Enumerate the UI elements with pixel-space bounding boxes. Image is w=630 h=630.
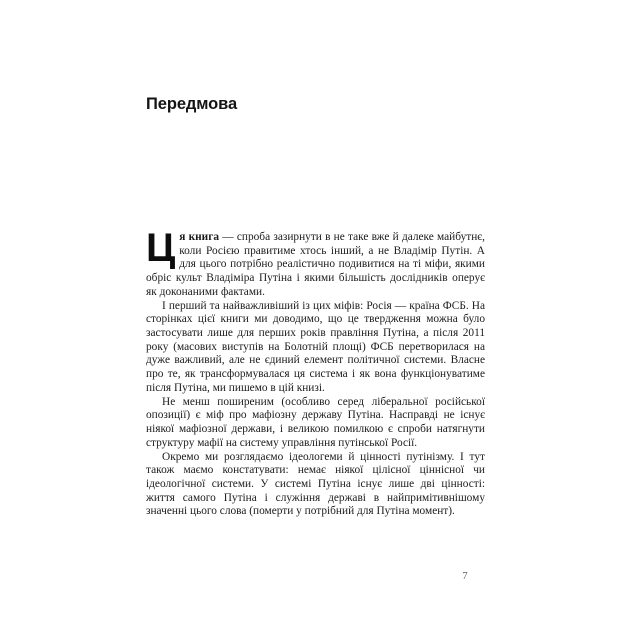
paragraph-1-text: — спроба зазирнути в не таке вже й далеке майбутнє, коли Росією правитиме хтось інший, а не Владімір Путін. А для цього потрібно реалістично подивитися на ті міфи, якими обріс культ Владіміра Путіна і якими більшість дослідників оперує як доконаними фактами. — [146, 231, 486, 298]
paragraph-4 — [146, 451, 485, 520]
paragraph-3 — [146, 396, 485, 451]
lead-bold-text: я книга — [179, 231, 220, 243]
paragraph-4-text: Окремо ми розглядаємо ідеологеми й цінності путінізму. І тут також маємо констатувати: немає ніякої цілісної ціннісної чи ідеологічної системи. У системі Путіна існує лише дві цінності: життя самого Путіна і служіння державі в найпримітивнішому значенні цього слова (померти у потрібний для Путіна момент). — [146, 450, 485, 518]
page-title: Передмова — [146, 95, 238, 114]
body-text-block — [146, 226, 486, 519]
drop-cap: Ц — [146, 226, 176, 270]
paragraph-3-text: Не менш поширеним (особливо серед ліберальної російської опозиції) є міф про мафіозну державу Путіна. Насправді не існує ніякої мафіозної держави, і великою помилкою є спроби натягнути структуру мафії на систему управління путінської Росії. — [146, 395, 485, 449]
paragraph-1 — [146, 226, 486, 300]
page-number: 7 — [462, 571, 468, 582]
paragraph-2 — [146, 300, 485, 396]
paragraph-2-text: І перший та найважливіший із цих міфів: Росія — країна ФСБ. На сторінках цієї книги ми доводимо, що це твердження можна було застосувати лише для перших років правління Путіна, а після 2011 року (масових виступів на Болотній площі) ФСБ перетворилася на дуже важливий, але не єдиний елемент політичної системи. Власне про те, як трансформувалася ця система і як вона функціонуватиме після Путіна, ми пишемо в цій книзі. — [146, 299, 485, 394]
